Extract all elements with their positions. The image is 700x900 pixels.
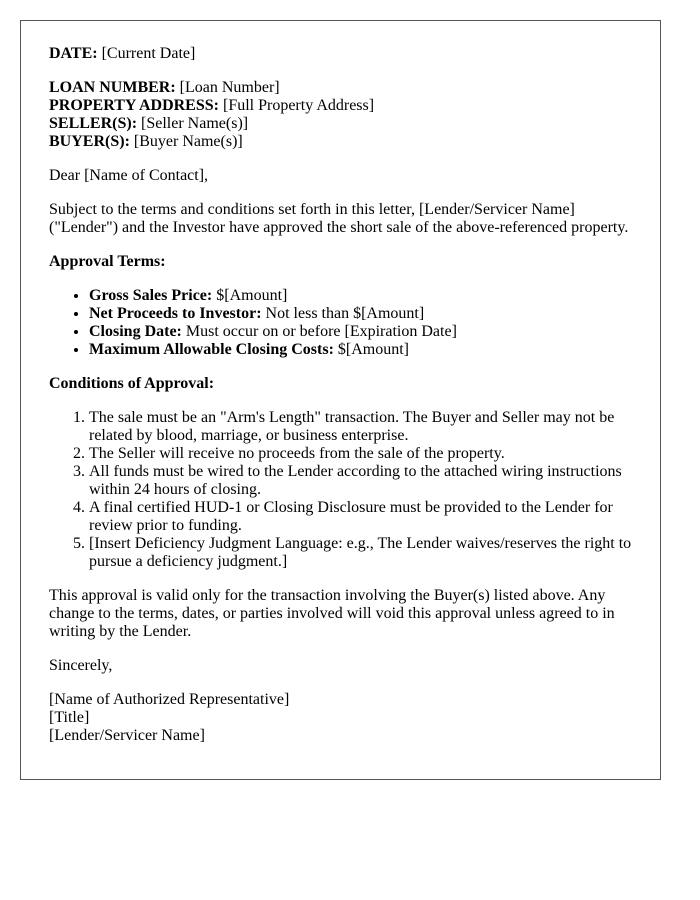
- intro-paragraph: Subject to the terms and conditions set forth in this letter, [Lender/Servicer Name] ("Lender") and the Investor have approved the short sale of the above-referenced property.: [49, 201, 629, 236]
- list-item: • Gross Sales Price: $[Amount]: [89, 287, 632, 305]
- list-item: • Maximum Allowable Closing Costs: $[Amount]: [89, 341, 632, 359]
- property-address-line: PROPERTY ADDRESS: [Full Property Address]: [49, 97, 375, 114]
- validity-paragraph: This approval is valid only for the transaction involving the Buyer(s) listed above. Any change to the terms, dates, or parties involved will void this approval unless agreed to in writing by the Lender.: [49, 587, 615, 640]
- conditions-heading: Conditions of Approval:: [49, 375, 215, 392]
- approval-letter: [20, 20, 661, 780]
- closing: Sincerely,: [49, 657, 113, 674]
- loan-number-line: LOAN NUMBER: [Loan Number]: [49, 79, 280, 96]
- list-item: 4. A final certified HUD-1 or Closing Disclosure must be provided to the Lender for review prior to funding.: [89, 499, 632, 535]
- list-item: 3. All funds must be wired to the Lender according to the attached wiring instructions within 24 hours of closing.: [89, 463, 632, 499]
- list-item: • Closing Date: Must occur on or before [Expiration Date]: [89, 323, 632, 341]
- signatory-company: [Lender/Servicer Name]: [49, 727, 205, 744]
- list-item: 5. [Insert Deficiency Judgment Language: e.g., The Lender waives/reserves the right to pursue a deficiency judgment.]: [89, 535, 632, 571]
- list-item: 1. The sale must be an "Arm's Length" transaction. The Buyer and Seller may not be related by blood, marriage, or business enterprise.: [89, 409, 632, 445]
- signatory-title: [Title]: [49, 709, 90, 726]
- approval-terms-list: [49, 287, 632, 359]
- conditions-list: [49, 409, 632, 571]
- approval-terms-heading: Approval Terms:: [49, 253, 166, 270]
- signature-block: [49, 691, 632, 745]
- date-line: DATE: [Current Date]: [49, 45, 196, 62]
- signatory-name: [Name of Authorized Representative]: [49, 691, 290, 708]
- buyers-line: BUYER(S): [Buyer Name(s)]: [49, 133, 243, 150]
- list-item: 2. The Seller will receive no proceeds from the sale of the property.: [89, 445, 632, 463]
- loan-details: [49, 79, 632, 151]
- salutation: Dear [Name of Contact],: [49, 167, 209, 184]
- sellers-line: SELLER(S): [Seller Name(s)]: [49, 115, 249, 132]
- list-item: • Net Proceeds to Investor: Not less than $[Amount]: [89, 305, 632, 323]
